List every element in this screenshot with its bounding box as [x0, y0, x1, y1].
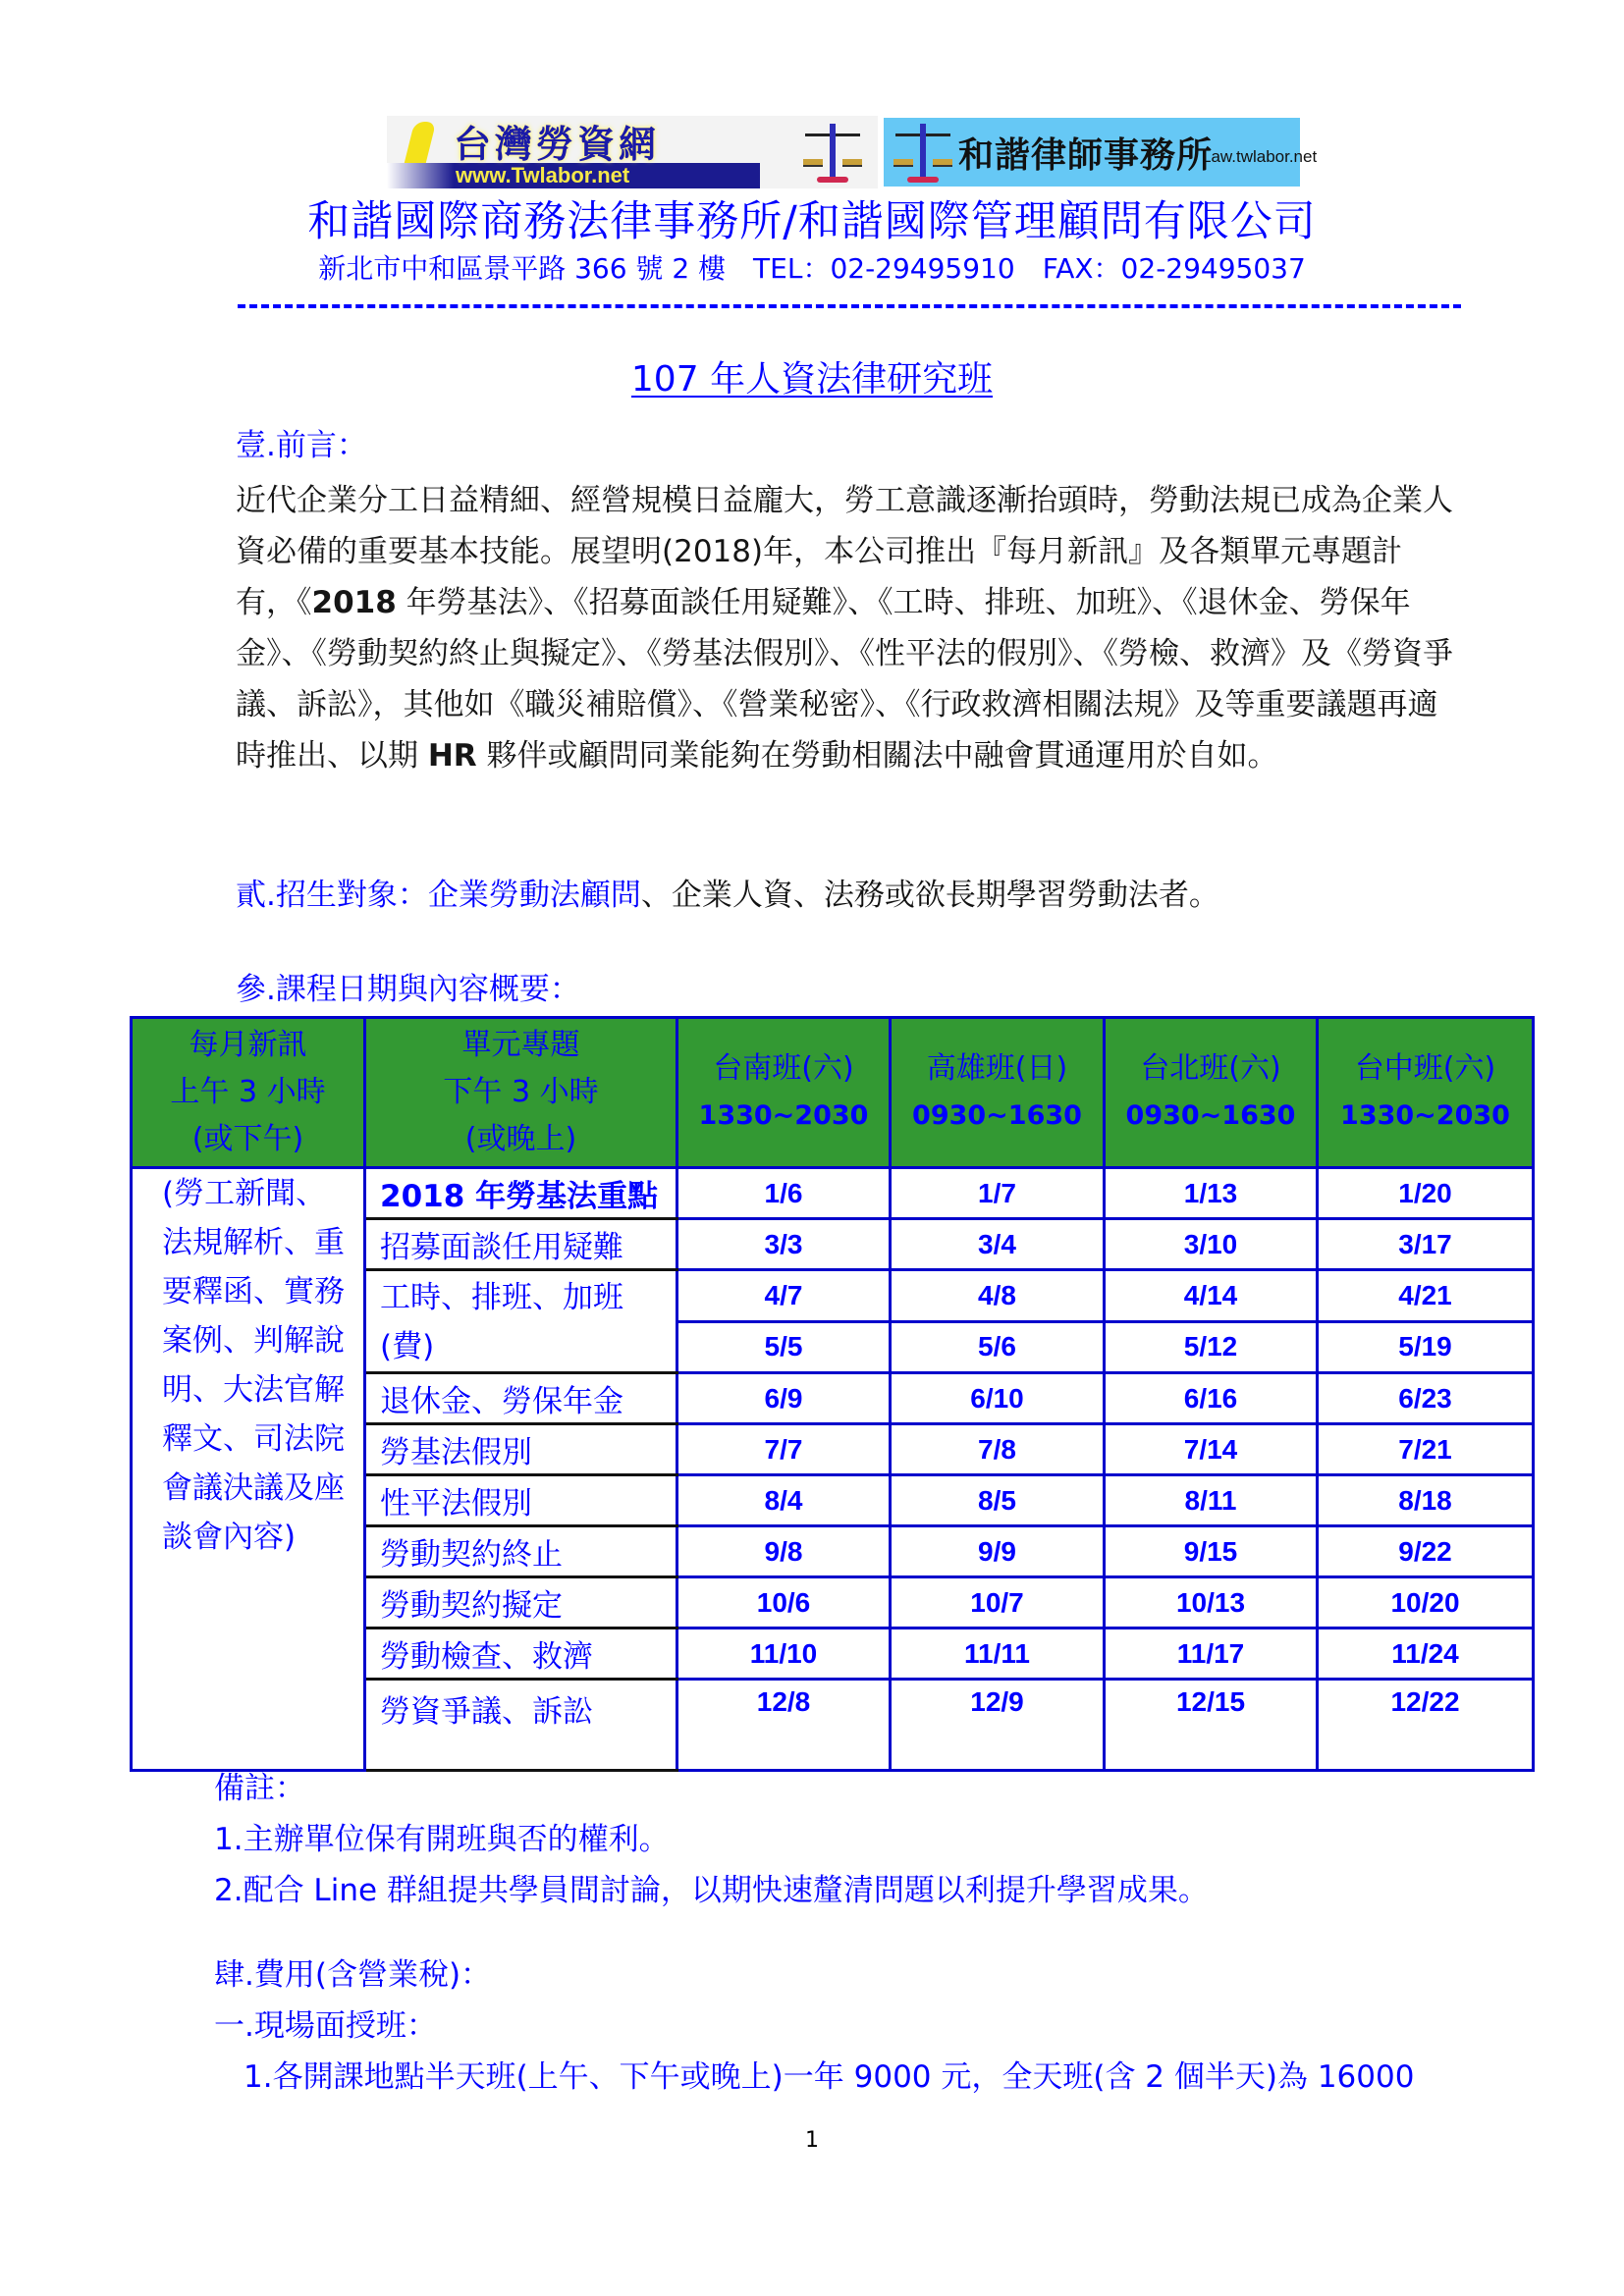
- header-unit-topic: 單元專題 下午 3 小時 (或晚上): [365, 1018, 677, 1168]
- section-4-fees: [214, 1949, 1414, 2103]
- date-cell: 9/8: [677, 1526, 891, 1577]
- law-firm-logo-url: Law.twlabor.net: [1202, 147, 1318, 166]
- date-cell: 5/12: [1105, 1321, 1318, 1373]
- section-4-heading: 肆.費用(含營業稅)：: [214, 1957, 492, 1993]
- date-cell: 8/11: [1105, 1475, 1318, 1526]
- header-class-kaohsiung: 高雄班(日) 0930~1630: [891, 1018, 1105, 1168]
- topic-cell: 工時、排班、加班(費): [365, 1270, 677, 1373]
- date-cell: 3/3: [677, 1219, 891, 1270]
- page-number: 1: [805, 2128, 819, 2153]
- date-cell: 8/4: [677, 1475, 891, 1526]
- date-cell: 1/6: [677, 1168, 891, 1219]
- date-cell: 11/11: [891, 1629, 1105, 1680]
- twlabor-logo: [387, 116, 878, 188]
- date-cell: 10/6: [677, 1577, 891, 1629]
- twlabor-logo-title: 台灣勞資網: [454, 123, 661, 166]
- header-divider: [238, 304, 1461, 308]
- date-cell: 5/19: [1318, 1321, 1534, 1373]
- note-item: 1.主辦單位保有開班與否的權利。: [214, 1822, 670, 1857]
- date-cell: 4/21: [1318, 1270, 1534, 1322]
- date-cell: 6/16: [1105, 1373, 1318, 1424]
- section-1-heading: 壹.前言：: [236, 428, 367, 463]
- date-cell: 12/8: [677, 1680, 891, 1771]
- header-monthly-news: 每月新訊 上午 3 小時 (或下午): [132, 1018, 365, 1168]
- header-class-taipei: 台北班(六) 0930~1630: [1105, 1018, 1318, 1168]
- fee-item: 1.各開課地點半天班(上午、下午或晚上)一年 9000 元，全天班(含 2 個半天)為 16000: [244, 2059, 1415, 2095]
- date-cell: 7/21: [1318, 1424, 1534, 1475]
- topic-cell: 勞基法假別: [365, 1424, 677, 1475]
- date-cell: 4/7: [677, 1270, 891, 1322]
- date-cell: 5/6: [891, 1321, 1105, 1373]
- notes-heading: 備註：: [214, 1771, 305, 1806]
- table-row: [132, 1168, 1534, 1219]
- section-2-heading: 貳.招生對象：: [236, 878, 428, 913]
- date-cell: 5/5: [677, 1321, 891, 1373]
- section-1-paragraph: 近代企業分工日益精細、經營規模日益龐大，勞工意識逐漸抬頭時，勞動法規已成為企業人資必備的重要基本技能。展望明(2018)年，本公司推出『每月新訊』及各類單元專題計有，《2018 年勞基法》、《招募面談任用疑難》、《工時、排班、加班》、《退休金、勞保年金》、《勞動契約終止與擬定》、《勞基法假別》、《性平法的假別》、《勞檢、救濟》及《勞資爭議、訴訟》，其他如《職災補賠償》、《營業秘密》、《行政救濟相關法規》及等重要議題再適時推出、以期 HR 夥伴或顧問同業能夠在勞動相關法中融會貫通運用於自如。: [236, 483, 1453, 774]
- date-cell: 8/5: [891, 1475, 1105, 1526]
- date-cell: 3/10: [1105, 1219, 1318, 1270]
- date-cell: 1/7: [891, 1168, 1105, 1219]
- course-schedule-table: [130, 1016, 1535, 1772]
- section-2-target-blue: 企業勞動法顧問: [427, 878, 641, 913]
- date-cell: 10/13: [1105, 1577, 1318, 1629]
- firm-address: 新北市中和區景平路 366 號 2 樓 TEL：02-29495910 FAX：02-29495037: [318, 252, 1306, 285]
- document-title: 107 年人資法律研究班: [630, 359, 994, 400]
- section-4-subheading: 一.現場面授班：: [214, 2008, 437, 2044]
- date-cell: 7/7: [677, 1424, 891, 1475]
- date-cell: 12/9: [891, 1680, 1105, 1771]
- header-class-taichung: 台中班(六) 1330~2030: [1318, 1018, 1534, 1168]
- date-cell: 3/4: [891, 1219, 1105, 1270]
- date-cell: 9/15: [1105, 1526, 1318, 1577]
- topic-cell: 勞動契約擬定: [365, 1577, 677, 1629]
- topic-cell: 勞動契約終止: [365, 1526, 677, 1577]
- section-3-heading: 參.課程日期與內容概要：: [236, 972, 580, 1007]
- firm-name: 和諧國際商務法律事務所/和諧國際管理顧問有限公司: [307, 197, 1317, 246]
- date-cell: 7/8: [891, 1424, 1105, 1475]
- scales-of-justice-icon: [799, 120, 866, 185]
- table-header-row: [132, 1018, 1534, 1168]
- date-cell: 10/20: [1318, 1577, 1534, 1629]
- date-cell: 12/22: [1318, 1680, 1534, 1771]
- topic-cell: 退休金、勞保年金: [365, 1373, 677, 1424]
- header-class-tainan: 台南班(六) 1330~2030: [677, 1018, 891, 1168]
- law-firm-logo-title: 和諧律師事務所: [958, 135, 1214, 176]
- topic-cell: 2018 年勞基法重點: [365, 1168, 677, 1219]
- date-cell: 10/7: [891, 1577, 1105, 1629]
- date-cell: 1/13: [1105, 1168, 1318, 1219]
- topic-cell: 招募面談任用疑難: [365, 1219, 677, 1270]
- date-cell: 6/23: [1318, 1373, 1534, 1424]
- notes: [214, 1763, 1209, 1916]
- law-firm-logo: [884, 118, 1318, 187]
- topic-cell: 性平法假別: [365, 1475, 677, 1526]
- date-cell: 3/17: [1318, 1219, 1534, 1270]
- date-cell: 8/18: [1318, 1475, 1534, 1526]
- section-2-line: [236, 870, 1219, 914]
- date-cell: 9/9: [891, 1526, 1105, 1577]
- date-cell: 7/14: [1105, 1424, 1318, 1475]
- date-cell: 11/10: [677, 1629, 891, 1680]
- date-cell: 11/17: [1105, 1629, 1318, 1680]
- note-item: 2.配合 Line 群組提共學員間討論，以期快速釐清問題以利提升學習成果。: [214, 1873, 1209, 1908]
- twlabor-logo-url: www.Twlabor.net: [456, 163, 630, 187]
- date-cell: 4/14: [1105, 1270, 1318, 1322]
- date-cell: 1/20: [1318, 1168, 1534, 1219]
- date-cell: 9/22: [1318, 1526, 1534, 1577]
- date-cell: 12/15: [1105, 1680, 1318, 1771]
- date-cell: 6/10: [891, 1373, 1105, 1424]
- section-2-target-rest: 、企業人資、法務或欲長期學習勞動法者。: [640, 878, 1219, 913]
- banner: [387, 116, 1318, 188]
- date-cell: 11/24: [1318, 1629, 1534, 1680]
- date-cell: 6/9: [677, 1373, 891, 1424]
- topic-cell: 勞資爭議、訴訟: [365, 1680, 677, 1771]
- scales-of-justice-icon: [890, 120, 956, 185]
- date-cell: 4/8: [891, 1270, 1105, 1322]
- monthly-news-description: (勞工新聞、法規解析、重要釋函、實務案例、判解說明、大法官解釋文、司法院會議決議及座談會內容): [132, 1168, 365, 1771]
- topic-cell: 勞動檢查、救濟: [365, 1629, 677, 1680]
